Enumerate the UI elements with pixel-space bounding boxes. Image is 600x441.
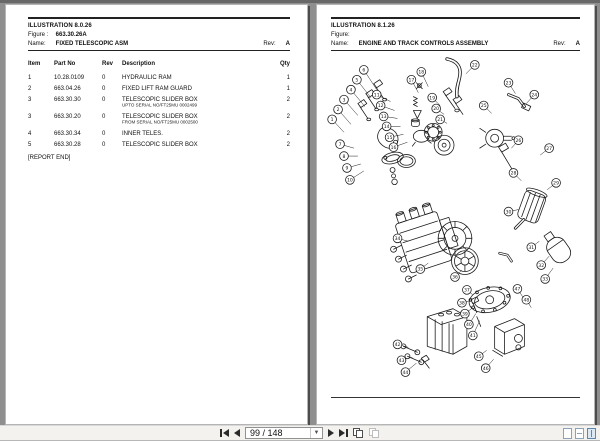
svg-text:2: 2 — [336, 108, 340, 114]
header-rule-bottom — [331, 50, 580, 51]
page-left — [5, 4, 308, 425]
footer-rule — [331, 397, 580, 398]
table-row — [28, 86, 290, 92]
rev-value: A — [575, 41, 580, 47]
cell-rev: 0 — [102, 86, 106, 92]
name-value: ENGINE AND TRACK CONTROLS ASSEMBLY — [358, 41, 489, 47]
illustration-title: ILLUSTRATION 8.0.26 — [28, 23, 92, 29]
svg-text:40: 40 — [465, 323, 472, 329]
previous-page-icon — [234, 429, 240, 437]
cell-rev: 0 — [102, 131, 106, 137]
figure-label: Figure : — [28, 32, 49, 38]
last-page-button[interactable] — [339, 429, 348, 437]
svg-text:20: 20 — [433, 107, 440, 113]
svg-text:19: 19 — [429, 96, 436, 102]
svg-text:36: 36 — [452, 275, 458, 281]
facing-pages-view-button[interactable] — [587, 428, 596, 439]
bottom-toolbar — [0, 425, 600, 441]
col-partno: Part No — [54, 61, 76, 67]
col-qty: Qty — [279, 61, 290, 67]
col-description: Description — [122, 61, 156, 67]
svg-text:9: 9 — [345, 166, 349, 172]
next-page-button[interactable] — [328, 429, 334, 437]
svg-text:42: 42 — [394, 343, 401, 349]
next-page-icon — [328, 429, 334, 437]
svg-text:47: 47 — [514, 287, 521, 293]
svg-text:27: 27 — [546, 146, 553, 152]
parts-table-body — [28, 75, 290, 148]
cell-description: TELESCOPIC SLIDER BOX — [122, 142, 198, 148]
svg-text:15: 15 — [386, 135, 393, 141]
cell-item: 3 — [28, 97, 32, 103]
table-row — [28, 75, 290, 81]
cell-partno: 663.30.20 — [54, 114, 81, 120]
svg-text:13: 13 — [380, 115, 387, 121]
col-item: Item — [28, 61, 41, 67]
exploded-parts-diagram — [323, 53, 587, 385]
first-page-icon — [223, 429, 229, 437]
rev-label: Rev: — [553, 41, 566, 47]
cell-partno: 663.04.26 — [54, 86, 81, 92]
parts-table — [28, 61, 290, 148]
name-value: FIXED TELESCOPIC ASM — [55, 41, 129, 47]
svg-text:1: 1 — [330, 118, 334, 124]
cell-description: INNER TELES. — [122, 131, 163, 137]
svg-text:26: 26 — [515, 138, 522, 144]
svg-text:30: 30 — [505, 210, 512, 216]
svg-text:46: 46 — [482, 366, 489, 372]
cell-description: TELESCOPIC SLIDER BOX UPTO SERIAL NO/FT25MU 0002499 — [122, 97, 198, 109]
rev-label: Rev: — [263, 41, 276, 47]
cell-item: 5 — [28, 142, 32, 148]
table-row — [28, 114, 290, 126]
cell-description: FIXED LIFT RAM GUARD — [122, 86, 192, 92]
cell-partno: 663.30.34 — [54, 131, 81, 137]
cell-qty: 2 — [286, 131, 290, 137]
cell-description: TELESCOPIC SLIDER BOX FROM SERIAL NO/FT25MU 0002500 — [122, 114, 198, 126]
page-navigation — [220, 426, 380, 440]
cell-partno: 10.28.0109 — [54, 75, 85, 81]
cell-item: 3 — [28, 114, 32, 120]
name-label: Name: — [28, 41, 46, 47]
header-rule-bottom — [28, 50, 290, 51]
svg-text:45: 45 — [475, 354, 482, 360]
cell-partno: 663.30.30 — [54, 97, 81, 103]
cell-rev: 0 — [102, 142, 106, 148]
svg-text:14: 14 — [383, 125, 390, 131]
page-number-combo — [245, 427, 323, 439]
page-dropdown-arrow-icon[interactable]: ▼ — [310, 428, 322, 438]
svg-text:44: 44 — [402, 370, 409, 376]
svg-text:37: 37 — [463, 288, 470, 294]
previous-view-button[interactable] — [353, 428, 364, 438]
figure-row — [331, 32, 580, 38]
svg-text:18: 18 — [418, 70, 425, 76]
svg-text:23: 23 — [505, 81, 512, 87]
header-rule-top — [28, 17, 290, 19]
name-label: Name: — [331, 41, 349, 47]
svg-text:34: 34 — [394, 237, 401, 243]
figure-value: 663.30.26A — [55, 32, 87, 38]
cell-qty: 2 — [286, 114, 290, 120]
cell-qty: 2 — [286, 142, 290, 148]
svg-text:4: 4 — [349, 88, 353, 94]
svg-text:6: 6 — [362, 68, 366, 74]
svg-text:48: 48 — [523, 298, 530, 304]
cell-qty: 1 — [286, 75, 290, 81]
cell-qty: 2 — [286, 97, 290, 103]
page-number-input[interactable] — [246, 428, 310, 438]
svg-text:5: 5 — [355, 78, 359, 84]
name-row — [28, 41, 290, 47]
parts-table-header — [28, 61, 290, 67]
svg-text:33: 33 — [542, 277, 549, 283]
svg-text:25: 25 — [480, 104, 487, 110]
svg-text:29: 29 — [553, 181, 559, 187]
page-layout-toggles — [563, 426, 596, 440]
first-page-button[interactable] — [220, 429, 229, 437]
last-page-icon — [339, 429, 345, 437]
figure-label: Figure: — [331, 32, 350, 38]
cell-partno: 663.30.28 — [54, 142, 81, 148]
svg-text:41: 41 — [469, 334, 476, 340]
svg-text:16: 16 — [390, 145, 397, 151]
rev-row — [553, 41, 580, 47]
svg-text:11: 11 — [373, 93, 380, 99]
svg-text:7: 7 — [338, 142, 342, 148]
cell-rev: 0 — [102, 97, 106, 103]
cell-qty: 1 — [286, 86, 290, 92]
continuous-view-button[interactable] — [575, 428, 584, 439]
svg-text:28: 28 — [510, 171, 517, 177]
table-row — [28, 131, 290, 137]
previous-page-button[interactable] — [234, 429, 240, 437]
svg-text:10: 10 — [347, 178, 353, 184]
report-end-text: [REPORT END] — [28, 155, 71, 161]
illustration-title: ILLUSTRATION 8.1.26 — [331, 23, 395, 29]
svg-text:22: 22 — [471, 63, 478, 69]
single-page-view-button[interactable] — [563, 428, 572, 439]
svg-text:43: 43 — [398, 358, 405, 364]
svg-text:32: 32 — [538, 263, 545, 269]
table-row — [28, 97, 290, 109]
header-rule-top — [331, 17, 580, 19]
col-rev: Rev — [102, 61, 114, 67]
svg-text:8: 8 — [342, 154, 346, 160]
svg-text:24: 24 — [531, 93, 538, 99]
page-right — [316, 4, 595, 425]
svg-text:21: 21 — [437, 118, 444, 124]
svg-text:38: 38 — [459, 301, 465, 307]
svg-text:35: 35 — [417, 267, 424, 273]
svg-text:17: 17 — [408, 78, 415, 84]
rev-row — [263, 41, 290, 47]
svg-text:31: 31 — [528, 245, 535, 251]
cell-item: 4 — [28, 131, 32, 137]
svg-text:39: 39 — [462, 312, 468, 318]
cell-description: HYDRAULIC RAM — [122, 75, 172, 81]
cell-item: 1 — [28, 75, 32, 81]
svg-text:3: 3 — [342, 98, 346, 104]
cell-rev: 0 — [102, 114, 106, 120]
cell-item: 2 — [28, 86, 32, 92]
table-row — [28, 142, 290, 148]
name-row — [331, 41, 580, 47]
figure-row — [28, 32, 290, 38]
next-view-button[interactable] — [369, 428, 380, 438]
svg-text:12: 12 — [377, 104, 384, 110]
rev-value: A — [285, 41, 290, 47]
cell-rev: 0 — [102, 75, 106, 81]
